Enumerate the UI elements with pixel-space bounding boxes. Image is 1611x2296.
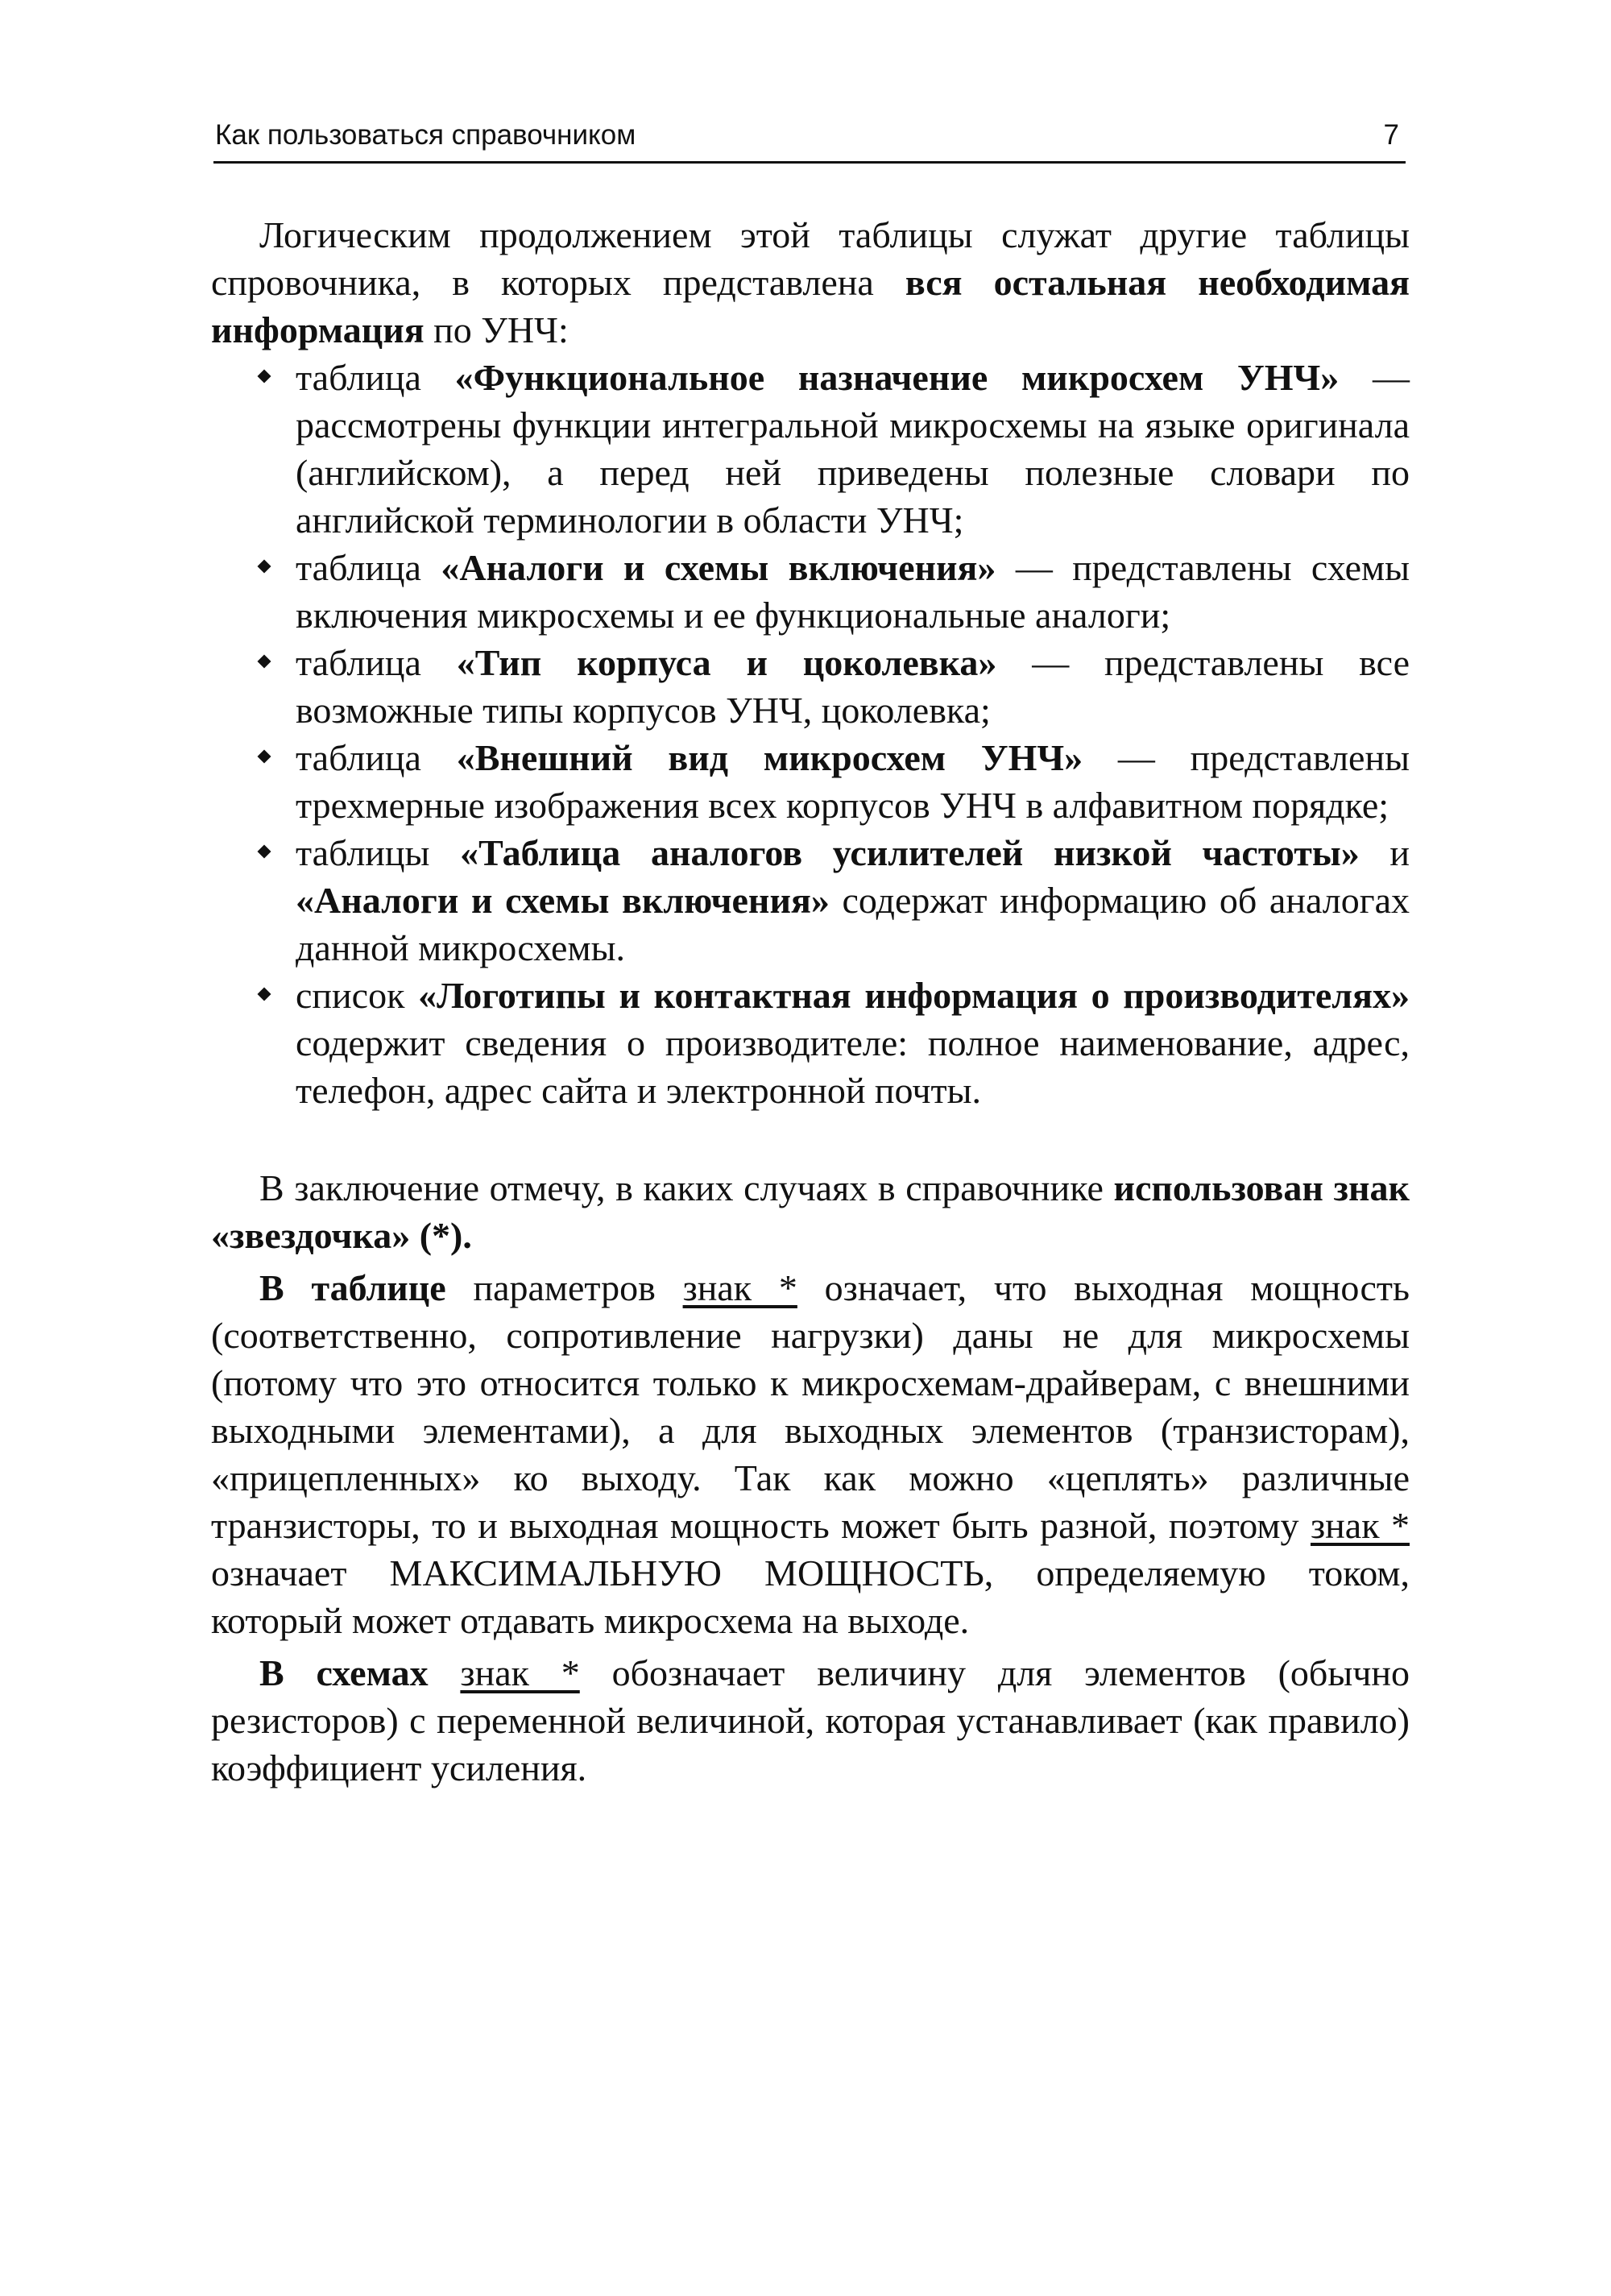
list-item [211, 639, 1410, 734]
item-text: список [296, 975, 419, 1016]
bullet-diamond-icon [258, 370, 271, 383]
list-item [211, 829, 1410, 972]
scheme-asterisk-paragraph [211, 1649, 1410, 1792]
intro-paragraph [211, 211, 1410, 354]
table-asterisk-paragraph [211, 1264, 1410, 1644]
bullet-diamond-icon [258, 750, 271, 764]
item-text: таблицы [296, 832, 461, 873]
bullet-diamond-icon [258, 988, 271, 1001]
item-bold-title: «Аналоги и схемы включения» [296, 880, 830, 921]
item-bold-title: «Логотипы и контактная информация о производителях» [418, 975, 1410, 1016]
item-bold-title: «Внешний вид микросхем УНЧ» [456, 737, 1083, 778]
item-bold-title: «Аналоги и схемы включения» [441, 547, 996, 588]
intro-bold-text: вся остальная необходимая информация [211, 262, 1410, 350]
item-text: — представлены все возможные типы корпусов УНЧ, цоколевка; [296, 642, 1410, 731]
intro-text-1: Логическим продолжением этой таблицы служат другие таблицы спровочника, в которых представлена [211, 214, 1410, 303]
asterisk-sign-underlined: знак * [460, 1652, 580, 1693]
item-text: таблица [296, 357, 455, 398]
bullet-diamond-icon [258, 845, 271, 859]
running-header [213, 113, 1406, 164]
item-text: таблица [296, 547, 441, 588]
paragraph-text: обозначает величину для элементов (обычно резисторов) с переменной величиной, которая устанавливает (как правило) коэффициент усиления. [211, 1652, 1410, 1788]
item-bold-title: «Тип корпуса и цоколевка» [456, 642, 997, 683]
list-item [211, 544, 1410, 639]
conclusion-period: . [462, 1215, 472, 1256]
asterisk-sign-underlined: знак * [682, 1267, 797, 1308]
conclusion-paragraph [211, 1164, 1410, 1259]
list-item [211, 734, 1410, 829]
paragraph-text [429, 1652, 461, 1693]
bullet-diamond-icon [258, 655, 271, 669]
paragraph-text: означает МАКСИМАЛЬНУЮ МОЩНОСТЬ, определяемую током, который может отдавать микросхема на выходе. [211, 1552, 1410, 1641]
paragraph-lead-bold: В таблице [259, 1267, 446, 1308]
list-item [211, 972, 1410, 1114]
paragraph-spacer [211, 1114, 1410, 1164]
item-text: содержит сведения о производителе: полное наименование, адрес, телефон, адрес сайта и электронной почты. [296, 1022, 1410, 1111]
item-bold-title: «Таблица аналогов усилителей низкой частоты» [460, 832, 1360, 873]
conclusion-bold-text: использован знак «звездочка» (*) [211, 1167, 1410, 1256]
intro-text-2: по УНЧ: [424, 309, 569, 350]
paragraph-text: параметров [445, 1267, 683, 1308]
item-text: таблица [296, 642, 457, 683]
item-text: таблица [296, 737, 457, 778]
page-body [211, 211, 1410, 1792]
paragraph-text: означает, что выходная мощность (соответственно, сопротивление нагрузки) даны не для микросхемы (потому что это относится только к микросхемам-драйверам, с внешними выходными элементами), а для выходных элементов (транзисторам), «прицепленных» ко выходу. Так как можно «цеплять» различные транзисторы, то и выходная мощность может быть разной, поэтому [211, 1267, 1410, 1546]
item-text: и [1359, 832, 1410, 873]
item-bold-title: «Функциональное назначение микросхем УНЧ» [454, 357, 1340, 398]
header-title: Как пользоваться справочником [215, 119, 636, 151]
page-number: 7 [1383, 119, 1399, 151]
bullet-diamond-icon [258, 560, 271, 574]
asterisk-sign-underlined: знак * [1310, 1505, 1410, 1546]
item-text: — рассмотрены функции интегральной микросхемы на языке оригинала (английском), а перед ней приведены полезные словари по английской терминологии в области УНЧ; [296, 357, 1410, 541]
tables-bullet-list [211, 354, 1410, 1114]
list-item [211, 354, 1410, 544]
paragraph-lead-bold: В схемах [259, 1652, 429, 1693]
item-text: — представлены трехмерные изображения всех корпусов УНЧ в алфавитном порядке; [296, 737, 1410, 826]
conclusion-text: В заключение отмечу, в каких случаях в справочнике [259, 1167, 1114, 1208]
item-text: содержат информацию об аналогах данной микросхемы. [296, 880, 1410, 968]
item-text: — представлены схемы включения микросхемы и ее функциональные аналоги; [296, 547, 1410, 636]
